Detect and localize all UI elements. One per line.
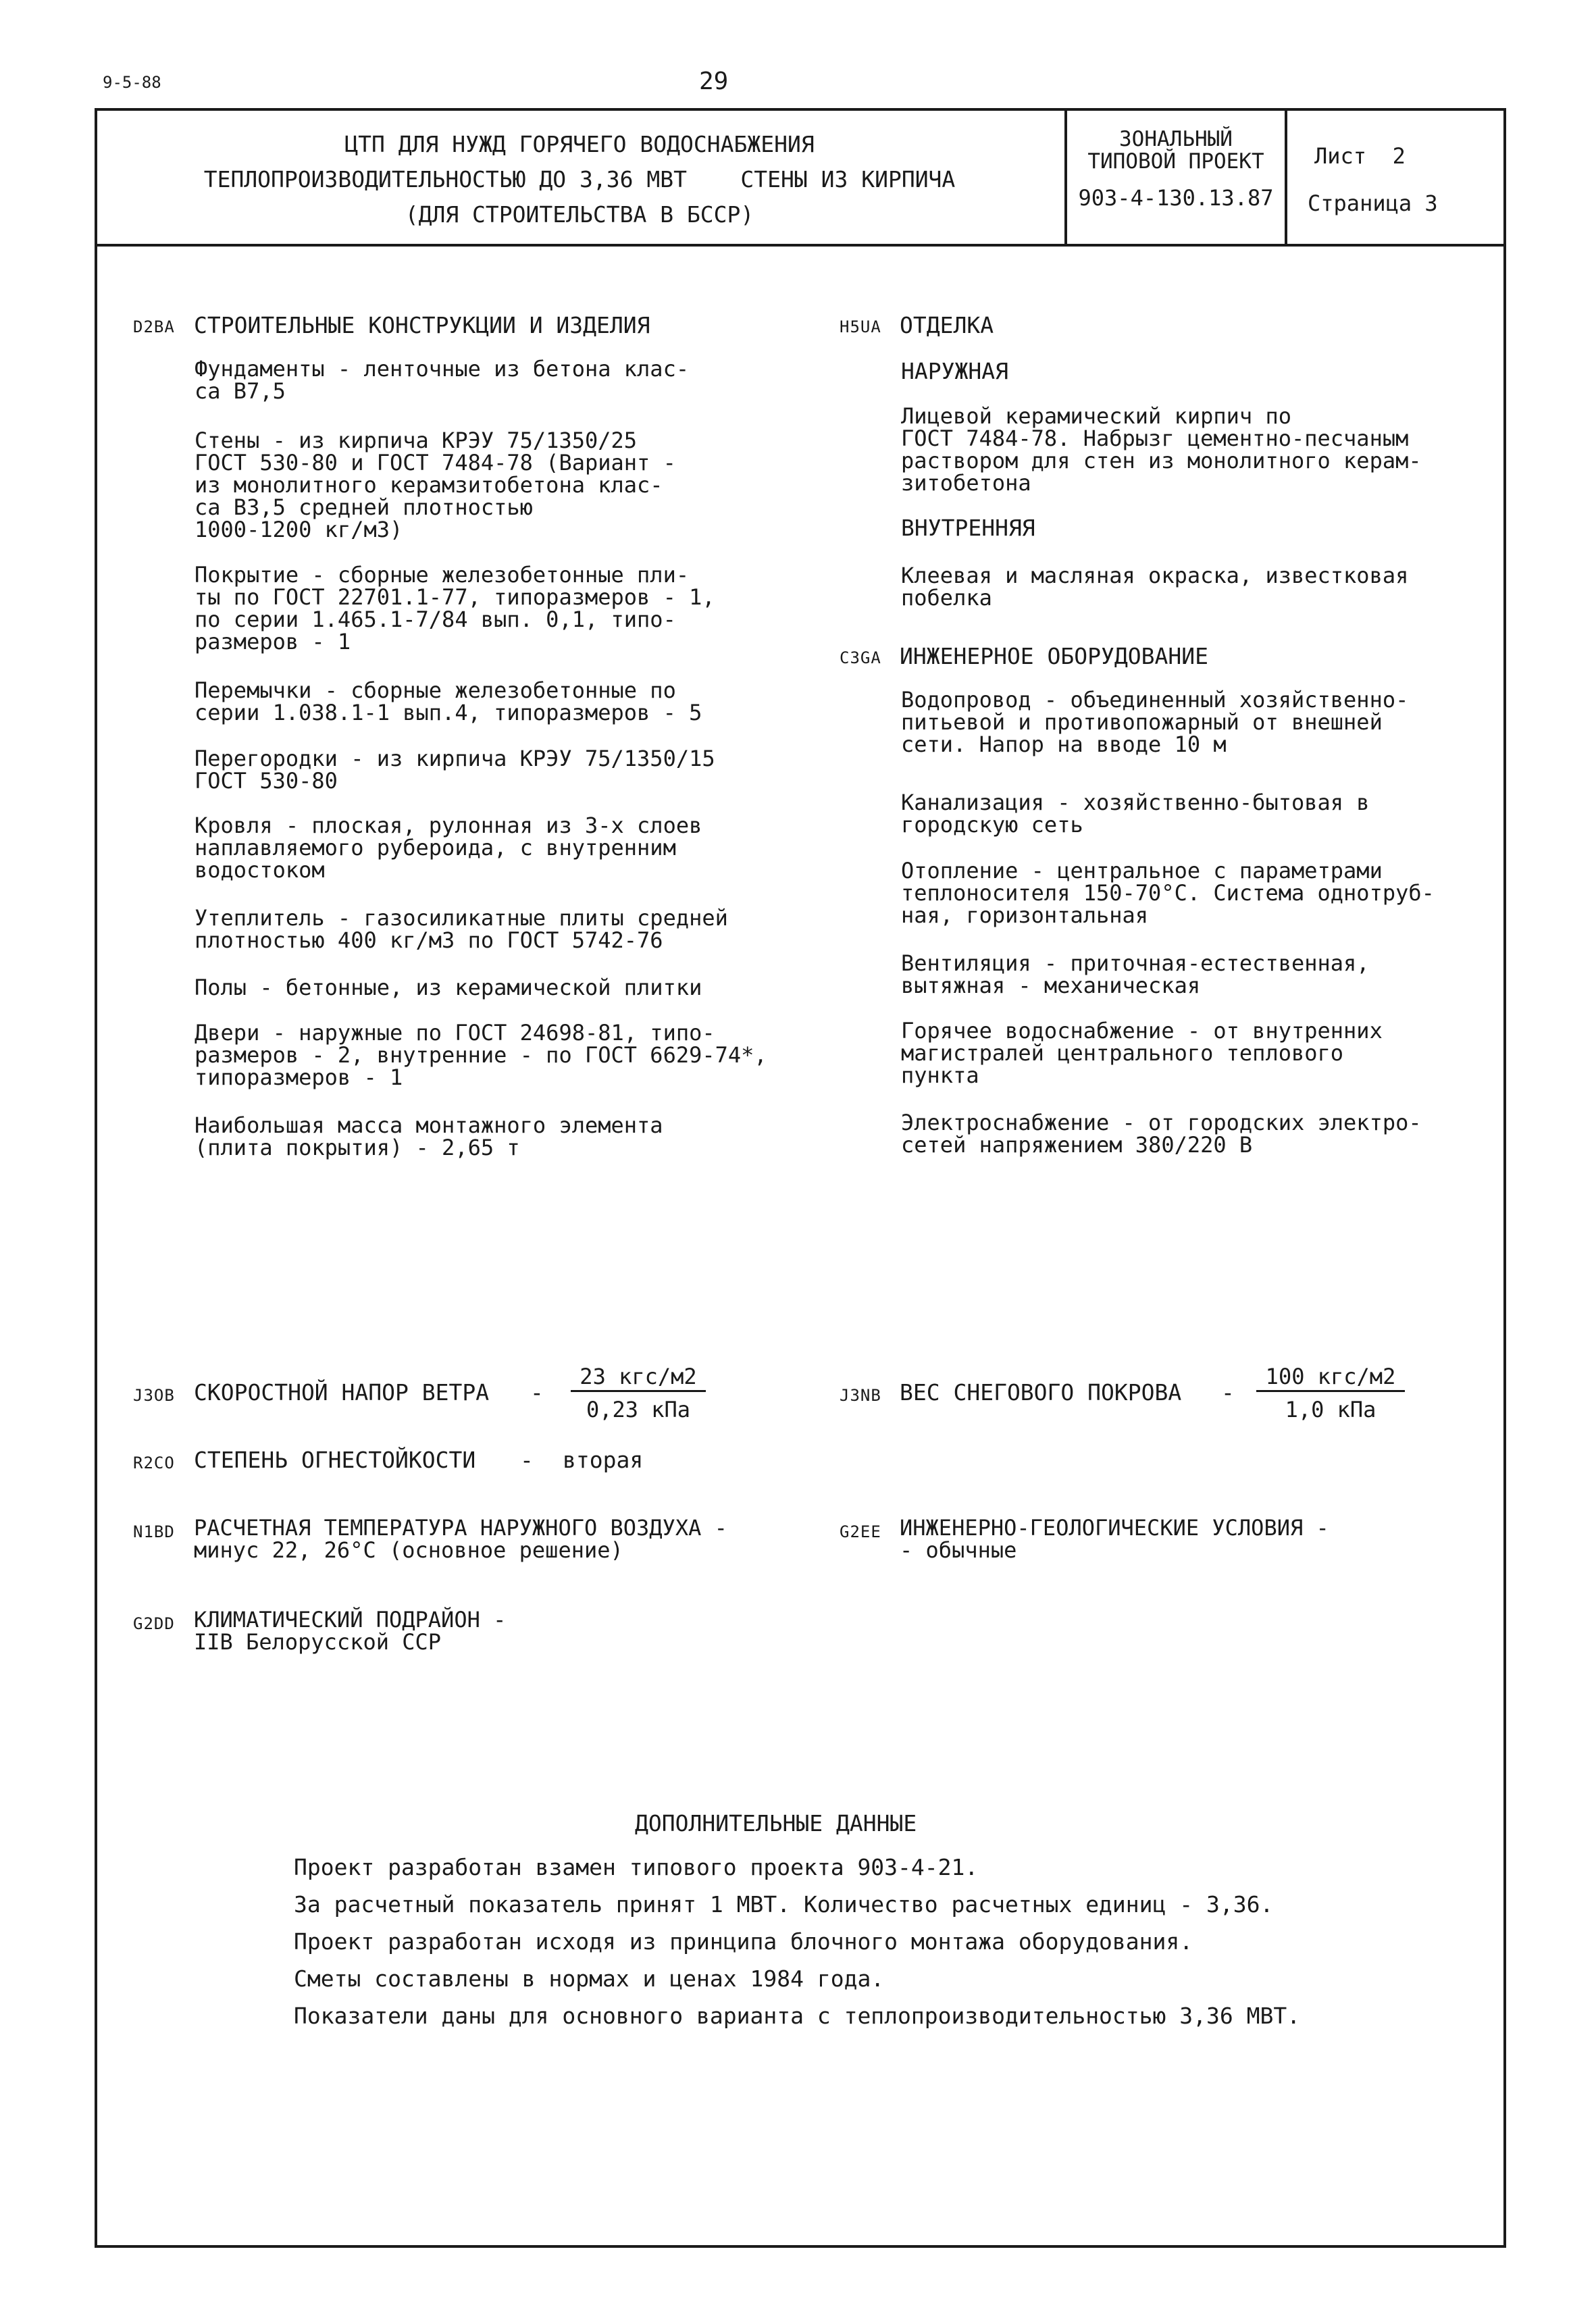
finish-interior-label: ВНУТРЕННЯЯ	[901, 515, 1035, 541]
structures-roof-slabs: Покрытие - сборные железобетонные пли- ты по ГОСТ 22701.1-77, типоразмеров - 1, по серии 1.465.1-7/84 вып. 0,1, типо- размеров - 1	[195, 562, 715, 654]
header-divider	[95, 244, 1506, 247]
subregion-text: КЛИМАТИЧЕСКИЙ ПОДРАЙОН - IIВ Белорусской ССР	[194, 1607, 507, 1655]
project-number: 903-4-130.13.87	[1078, 185, 1274, 211]
fire-code: R2CO	[133, 1454, 175, 1472]
project-type-line-2: ТИПОВОЙ ПРОЕКТ	[1087, 149, 1264, 174]
finish-exterior-label: НАРУЖНАЯ	[901, 358, 1008, 384]
additional-line-1: Проект разработан взамен типового проекта 903-4-21.	[294, 1854, 979, 1880]
fire-label: СТЕПЕНЬ ОГНЕСТОЙКОСТИ	[194, 1447, 476, 1473]
temperature-text: РАСЧЕТНАЯ ТЕМПЕРАТУРА НАРУЖНОГО ВОЗДУХА - минус 22, 26°С (основное решение)	[194, 1515, 727, 1563]
structures-floors: Полы - бетонные, из керамической плитки	[195, 975, 702, 1000]
structures-lintels: Перемычки - сборные железобетонные по серии 1.038.1-1 вып.4, типоразмеров - 5	[195, 677, 702, 725]
wind-value-kgf: 23 кгс/м2	[571, 1363, 706, 1392]
finish-exterior-text: Лицевой керамический кирпич по ГОСТ 7484-78. Набрызг цементно-песчаным раствором для стен из монолитного керам- зитобетона	[901, 403, 1422, 496]
snow-value	[1256, 1363, 1405, 1423]
geology-text: ИНЖЕНЕРНО-ГЕОЛОГИЧЕСКИЕ УСЛОВИЯ - - обычные	[900, 1515, 1329, 1563]
additional-line-4: Сметы составлены в нормах и ценах 1984 года.	[294, 1965, 885, 1992]
structures-insulation: Утеплитель - газосиликатные плиты средней плотностью 400 кг/м3 по ГОСТ 5742-76	[195, 905, 728, 953]
sheet-label: Лист 2	[1314, 143, 1406, 169]
equipment-heating: Отопление - центральное с параметрами теплоносителя 150-70°С. Система однотруб- ная, горизонтальная	[901, 858, 1435, 928]
structures-foundations: Фундаменты - ленточные из бетона клас- са В7,5	[195, 356, 690, 404]
title-line-1: ЦТП ДЛЯ НУЖД ГОРЯЧЕГО ВОДОСНАБЖЕНИЯ	[344, 131, 815, 157]
geology-code: G2EE	[840, 1522, 881, 1541]
equipment-sewerage: Канализация - хозяйственно-бытовая в городскую сеть	[901, 790, 1370, 838]
equipment-water-supply: Водопровод - объединенный хозяйственно- питьевой и противопожарный от внешней сети. Напор на вводе 10 м	[901, 687, 1409, 757]
document-date: 9-5-88	[103, 73, 161, 92]
equipment-hot-water: Горячее водоснабжение - от внутренних магистралей центрального теплового пункта	[901, 1018, 1383, 1088]
additional-line-2: За расчетный показатель принят 1 МВТ. Количество расчетных единиц - 3,36.	[294, 1891, 1274, 1918]
wind-value	[571, 1363, 706, 1423]
wind-code: J3OB	[133, 1386, 175, 1405]
snow-code: J3NB	[840, 1386, 881, 1405]
snow-value-kgf: 100 кгс/м2	[1256, 1363, 1405, 1392]
fire-value: вторая	[563, 1447, 644, 1473]
equipment-ventilation: Вентиляция - приточная-естественная, вытяжная - механическая	[901, 950, 1370, 998]
structures-partitions: Перегородки - из кирпича КРЭУ 75/1350/15 ГОСТ 530-80	[195, 746, 715, 794]
additional-heading: ДОПОЛНИТЕЛЬНЫЕ ДАННЫЕ	[635, 1810, 917, 1836]
structures-doors: Двери - наружные по ГОСТ 24698-81, типо- размеров - 2, внутренние - по ГОСТ 6629-74*, типоразмеров - 1	[195, 1020, 767, 1090]
additional-line-3: Проект разработан исходя из принципа блочного монтажа оборудования.	[294, 1928, 1193, 1955]
title-block	[95, 108, 1506, 247]
finish-interior-text: Клеевая и масляная окраска, известковая побелка	[901, 563, 1409, 611]
structures-walls: Стены - из кирпича КРЭУ 75/1350/25 ГОСТ 530-80 и ГОСТ 7484-78 (Вариант - из монолитного керамзитобетона клас- са В3,5 средней плотностью 1000-1200 кг/м3)	[195, 428, 676, 542]
page-number: 29	[699, 68, 729, 95]
structures-heading: СТРОИТЕЛЬНЫЕ КОНСТРУКЦИИ И ИЗДЕЛИЯ	[194, 312, 650, 338]
finish-heading: ОТДЕЛКА	[900, 312, 994, 338]
wind-value-kpa: 0,23 кПа	[586, 1397, 691, 1422]
equipment-code: C3GA	[840, 648, 881, 667]
title-line-3: (ДЛЯ СТРОИТЕЛЬСТВА В БССР)	[405, 201, 754, 228]
wind-dash: -	[530, 1379, 544, 1406]
additional-list	[294, 1849, 1300, 2034]
temperature-code: N1BD	[133, 1522, 175, 1541]
wind-label: СКОРОСТНОЙ НАПОР ВЕТРА	[194, 1379, 490, 1406]
snow-dash: -	[1221, 1379, 1235, 1406]
page-label: Страница 3	[1308, 190, 1438, 216]
equipment-heading: ИНЖЕНЕРНОЕ ОБОРУДОВАНИЕ	[900, 643, 1208, 669]
subregion-code: G2DD	[133, 1614, 175, 1633]
additional-line-5: Показатели даны для основного варианта с теплопроизводительностью 3,36 МВТ.	[294, 2003, 1301, 2029]
project-type-cell	[1067, 108, 1287, 247]
project-type-line-1: ЗОНАЛЬНЫЙ	[1119, 127, 1233, 151]
snow-value-kpa: 1,0 кПа	[1285, 1397, 1376, 1422]
sheet-cell	[1287, 108, 1506, 247]
fire-dash: -	[520, 1447, 534, 1473]
title-line-2: ТЕПЛОПРОИЗВОДИТЕЛЬНОСТЬЮ ДО 3,36 МВТ СТЕНЫ ИЗ КИРПИЧА	[203, 166, 956, 192]
structures-code: D2BA	[133, 317, 175, 336]
structures-max-mass: Наибольшая масса монтажного элемента (плита покрытия) - 2,65 т	[195, 1112, 663, 1160]
title-cell	[95, 108, 1067, 247]
equipment-power-supply: Электроснабжение - от городских электро- сетей напряжением 380/220 В	[901, 1110, 1422, 1158]
snow-label: ВЕС СНЕГОВОГО ПОКРОВА	[900, 1379, 1182, 1406]
structures-roofing: Кровля - плоская, рулонная из 3-х слоев наплавляемого рубероида, с внутренним водостоком	[195, 813, 702, 883]
finish-code: H5UA	[840, 317, 881, 336]
